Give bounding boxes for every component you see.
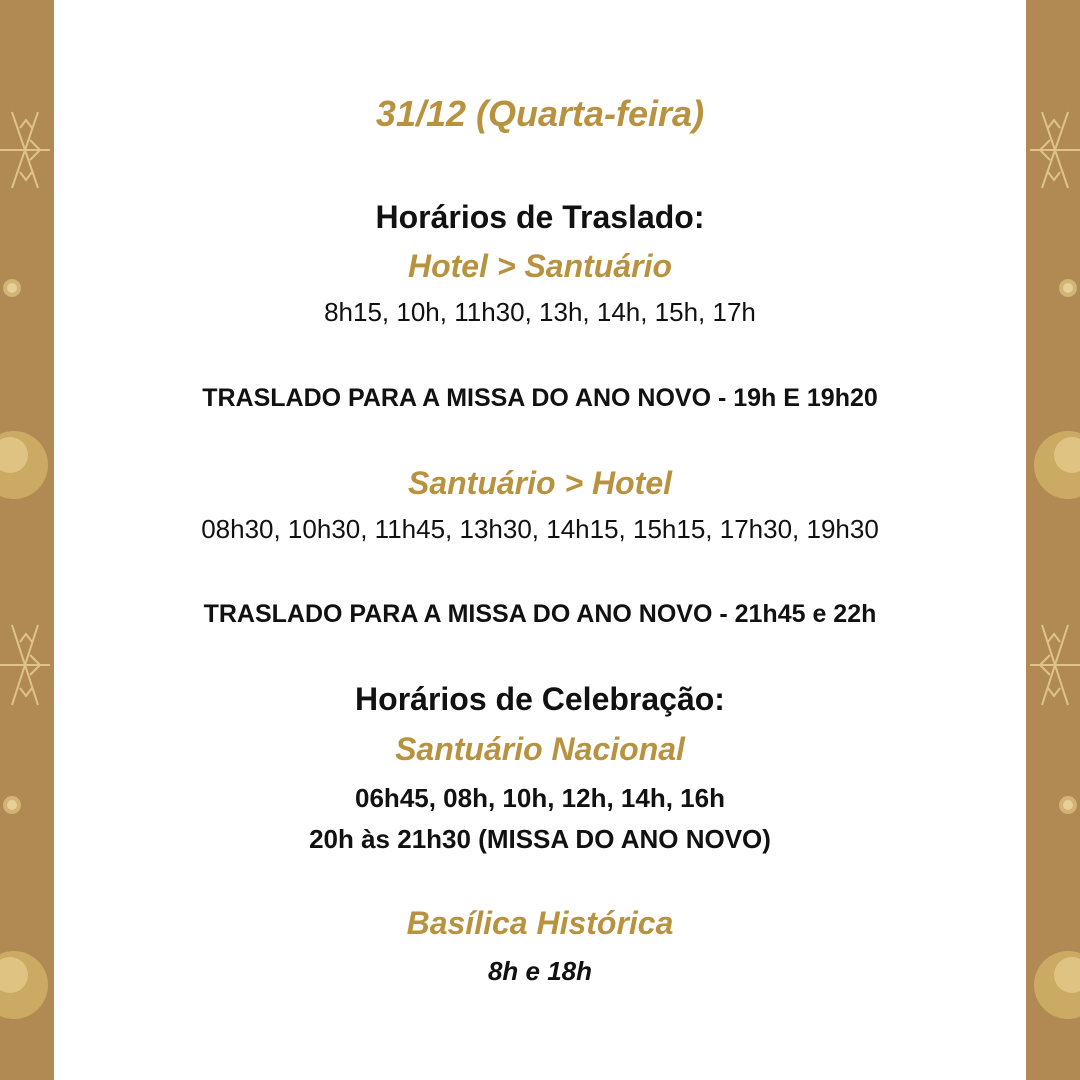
basilica-historica-label: Basílica Histórica: [406, 905, 674, 941]
right-decorative-border: [1026, 0, 1080, 1080]
hotel-to-santuario-label: Hotel > Santuário: [407, 248, 673, 284]
santuario-nacional-times-line2: 20h às 21h30 (MISSA DO ANO NOVO): [309, 824, 771, 854]
snowflake-icon: [1030, 625, 1080, 705]
glitter-ornament-icon: [3, 279, 21, 297]
basilica-historica-times: 8h e 18h: [487, 956, 593, 986]
santuario-to-hotel-special: TRASLADO PARA A MISSA DO ANO NOVO - 21h45 e 22h: [203, 600, 877, 628]
hotel-to-santuario-times: 8h15, 10h, 11h30, 13h, 14h, 15h, 17h: [324, 297, 756, 327]
left-decorative-border: [0, 0, 54, 1080]
santuario-nacional-times-line1: 06h45, 08h, 10h, 12h, 14h, 16h: [355, 783, 725, 813]
santuario-nacional-label: Santuário Nacional: [395, 731, 685, 767]
glitter-ornament-icon: [1034, 431, 1080, 499]
santuario-to-hotel-label: Santuário > Hotel: [407, 465, 673, 501]
santuario-to-hotel-times: 08h30, 10h30, 11h45, 13h30, 14h15, 15h15, 17h30, 19h30: [201, 514, 879, 544]
celebracao-heading: Horários de Celebração:: [355, 681, 725, 717]
snowflake-icon: [0, 112, 50, 188]
glitter-ornament-icon: [1034, 951, 1080, 1019]
glitter-ornament-icon: [3, 796, 21, 814]
snowflake-icon: [1030, 112, 1080, 188]
glitter-ornament-icon: [1059, 279, 1077, 297]
schedule-panel: [54, 0, 1026, 1080]
traslado-heading: Horários de Traslado:: [375, 199, 705, 235]
glitter-ornament-icon: [0, 431, 48, 499]
glitter-ornament-icon: [0, 951, 48, 1019]
hotel-to-santuario-special: TRASLADO PARA A MISSA DO ANO NOVO - 19h E 19h20: [202, 384, 878, 412]
snowflake-icon: [0, 625, 50, 705]
glitter-ornament-icon: [1059, 796, 1077, 814]
date-heading: 31/12 (Quarta-feira): [375, 93, 705, 134]
